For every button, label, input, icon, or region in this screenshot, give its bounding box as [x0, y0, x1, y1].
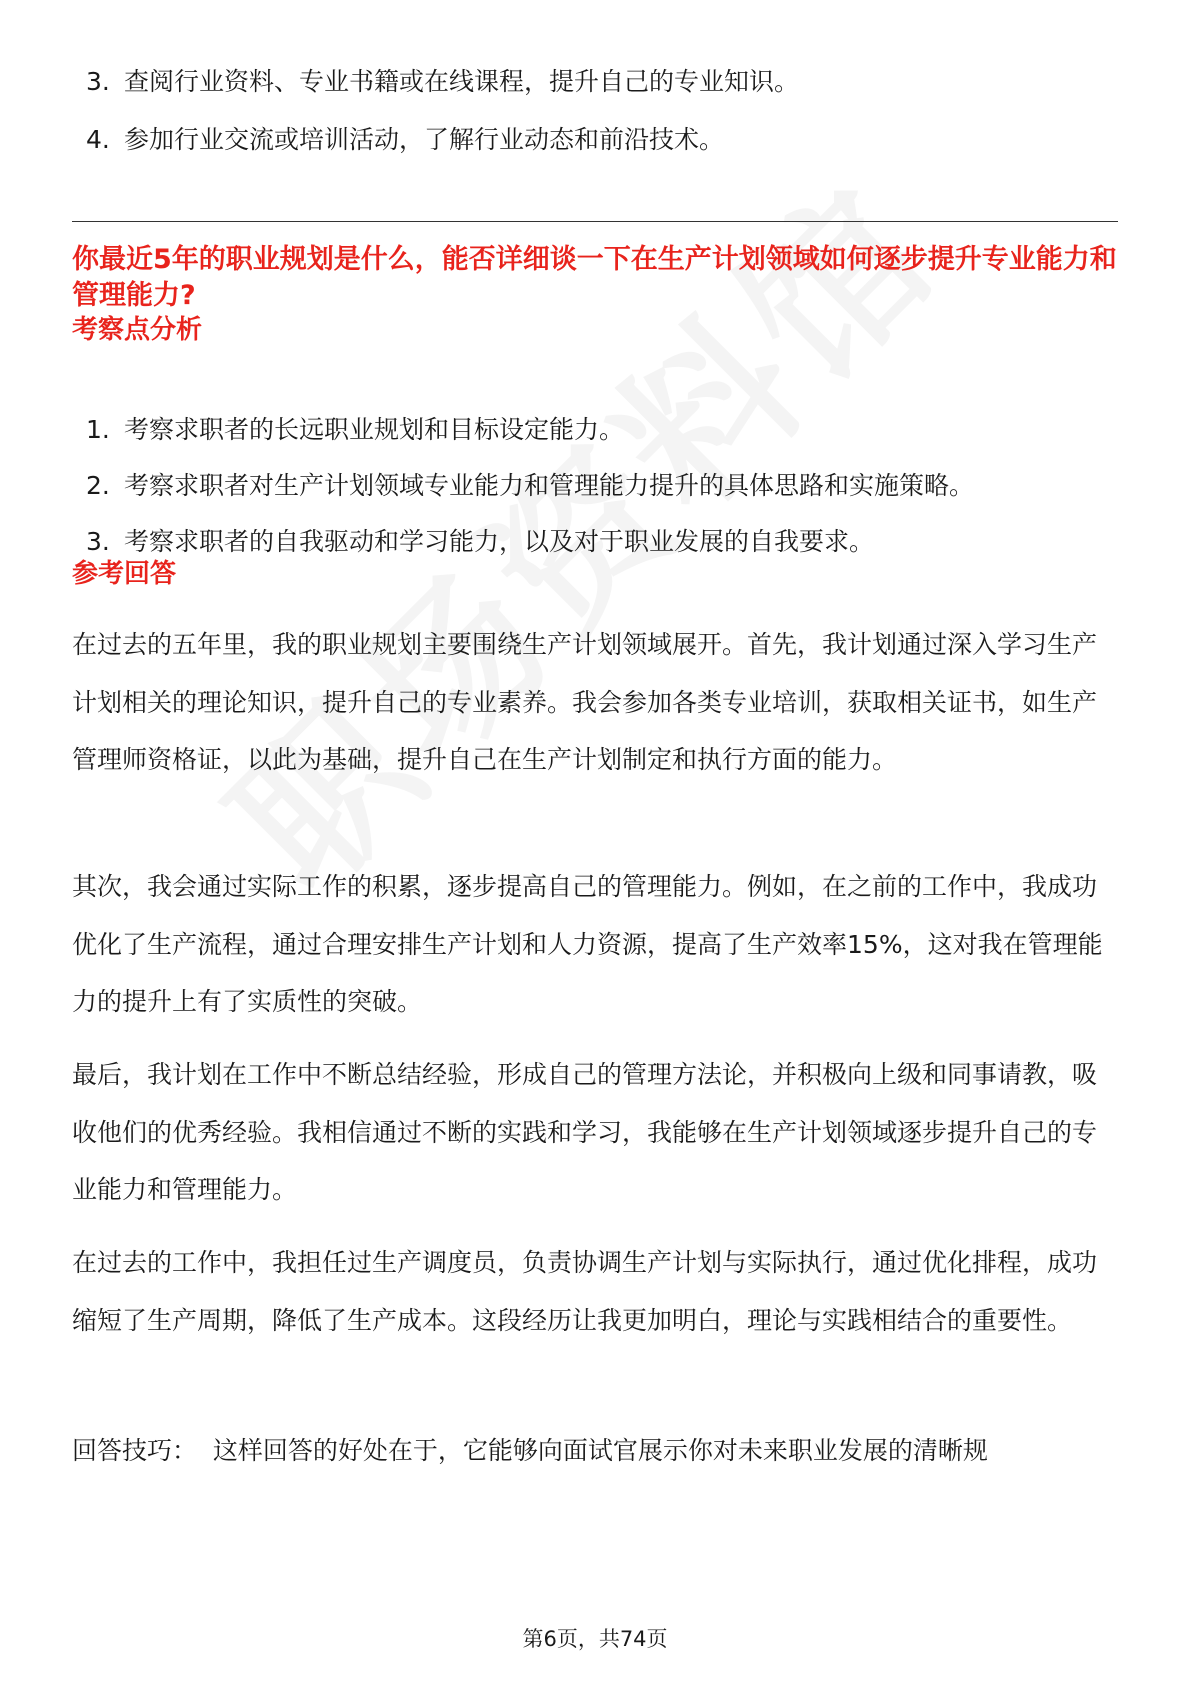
list-number: 4. [86, 125, 110, 154]
list-number: 2. [86, 471, 110, 500]
list-item [72, 524, 1118, 560]
list-item [72, 122, 1118, 158]
analysis-list [72, 412, 1118, 580]
list-text: 考察求职者的长远职业规划和目标设定能力。 [124, 415, 625, 444]
previous-list [72, 64, 1118, 180]
answer-paragraph: 在过去的五年里，我的职业规划主要围绕生产计划领域展开。首先，我计划通过深入学习生产计划相关的理论知识，提升自己的专业素养。我会参加各类专业培训，获取相关证书，如生产管理师资格证，以此为基础，提升自己在生产计划制定和执行方面的能力。 [72, 630, 1098, 774]
list-number: 3. [86, 527, 110, 556]
answer-paragraph: 最后，我计划在工作中不断总结经验，形成自己的管理方法论，并积极向上级和同事请教，吸收他们的优秀经验。我相信通过不断的实践和学习，我能够在生产计划领域逐步提升自己的专业能力和管理能力。 [72, 1060, 1098, 1204]
list-text: 考察求职者对生产计划领域专业能力和管理能力提升的具体思路和实施策略。 [124, 471, 975, 500]
list-text: 参加行业交流或培训活动，了解行业动态和前沿技术。 [124, 125, 725, 154]
answer-tip: 回答技巧： 这样回答的好处在于，它能够向面试官展示你对未来职业发展的清晰规 [72, 1436, 988, 1465]
interview-question: 你最近5年的职业规划是什么，能否详细谈一下在生产计划领域如何逐步提升专业能力和管理能力? [72, 244, 1117, 311]
answer-heading: 参考回答 [72, 559, 177, 589]
page-footer: 第6页，共74页 [522, 1627, 668, 1651]
list-item [72, 468, 1118, 504]
answer-paragraph: 在过去的工作中，我担任过生产调度员，负责协调生产计划与实际执行，通过优化排程，成功缩短了生产周期，降低了生产成本。这段经历让我更加明白，理论与实践相结合的重要性。 [72, 1248, 1098, 1335]
list-text: 查阅行业资料、专业书籍或在线课程，提升自己的专业知识。 [124, 67, 800, 96]
document-page [72, 0, 1118, 1684]
list-text: 考察求职者的自我驱动和学习能力，以及对于职业发展的自我要求。 [124, 527, 875, 556]
list-number: 1. [86, 415, 110, 444]
answer-paragraph: 其次，我会通过实际工作的积累，逐步提高自己的管理能力。例如，在之前的工作中，我成功优化了生产流程，通过合理安排生产计划和人力资源，提高了生产效率15%，这对我在管理能力的提升上有了实质性的突破。 [72, 872, 1103, 1016]
list-number: 3. [86, 67, 110, 96]
section-divider [72, 221, 1118, 222]
list-item [72, 412, 1118, 448]
analysis-heading: 考察点分析 [72, 315, 203, 345]
list-item [72, 64, 1118, 100]
